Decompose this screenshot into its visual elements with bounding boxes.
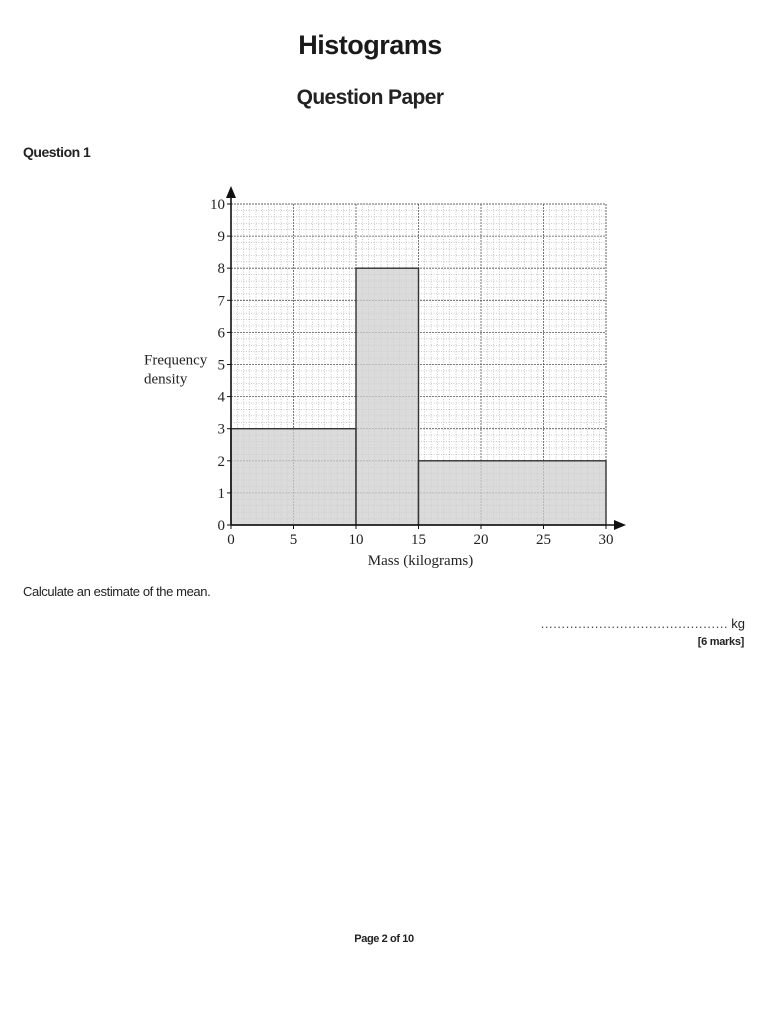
y-tick-label: 10	[210, 197, 225, 213]
x-tick-label: 0	[227, 532, 235, 548]
answer-unit: kg	[731, 616, 745, 631]
question-label: Question 1	[23, 144, 91, 160]
x-tick-label: 20	[473, 532, 489, 548]
page-number: Page 2 of 10	[354, 933, 414, 945]
x-axis-arrow	[614, 520, 626, 530]
x-tick-label: 30	[598, 532, 614, 548]
x-tick-label: 10	[348, 532, 364, 548]
y-tick-label: 8	[217, 261, 225, 278]
y-tick-label: 7	[217, 293, 225, 310]
x-axis-title: Mass (kilograms)	[367, 553, 474, 569]
y-tick-label: 4	[217, 389, 225, 406]
answer-line[interactable]	[540, 616, 745, 631]
histogram-chart	[130, 180, 630, 580]
histogram-bar-1	[231, 429, 356, 525]
y-axis-title-line2: density	[144, 371, 188, 388]
histogram-svg	[130, 180, 630, 580]
x-tick-label: 5	[289, 532, 298, 548]
y-tick-label: 1	[217, 485, 225, 502]
y-axis-title-line1: Frequency	[144, 352, 208, 369]
page-subtitle: Question Paper	[296, 86, 444, 109]
y-tick-label: 3	[217, 421, 225, 438]
histogram-bar-2	[356, 268, 419, 525]
histogram-bar-3	[419, 461, 607, 525]
y-tick-label: 9	[217, 229, 225, 246]
y-axis-arrow	[226, 186, 236, 198]
y-tick-label: 5	[217, 357, 225, 374]
x-tick-label: 15	[411, 532, 426, 548]
page-title: Histograms	[298, 30, 442, 60]
y-tick-label: 6	[217, 325, 225, 342]
marks-label: [6 marks]	[697, 636, 744, 648]
answer-dots: ………………………………………	[540, 616, 728, 631]
y-tick-label: 0	[217, 518, 225, 534]
y-tick-label: 2	[217, 453, 225, 470]
question-prompt: Calculate an estimate of the mean.	[23, 584, 211, 599]
x-tick-label: 25	[536, 532, 551, 548]
